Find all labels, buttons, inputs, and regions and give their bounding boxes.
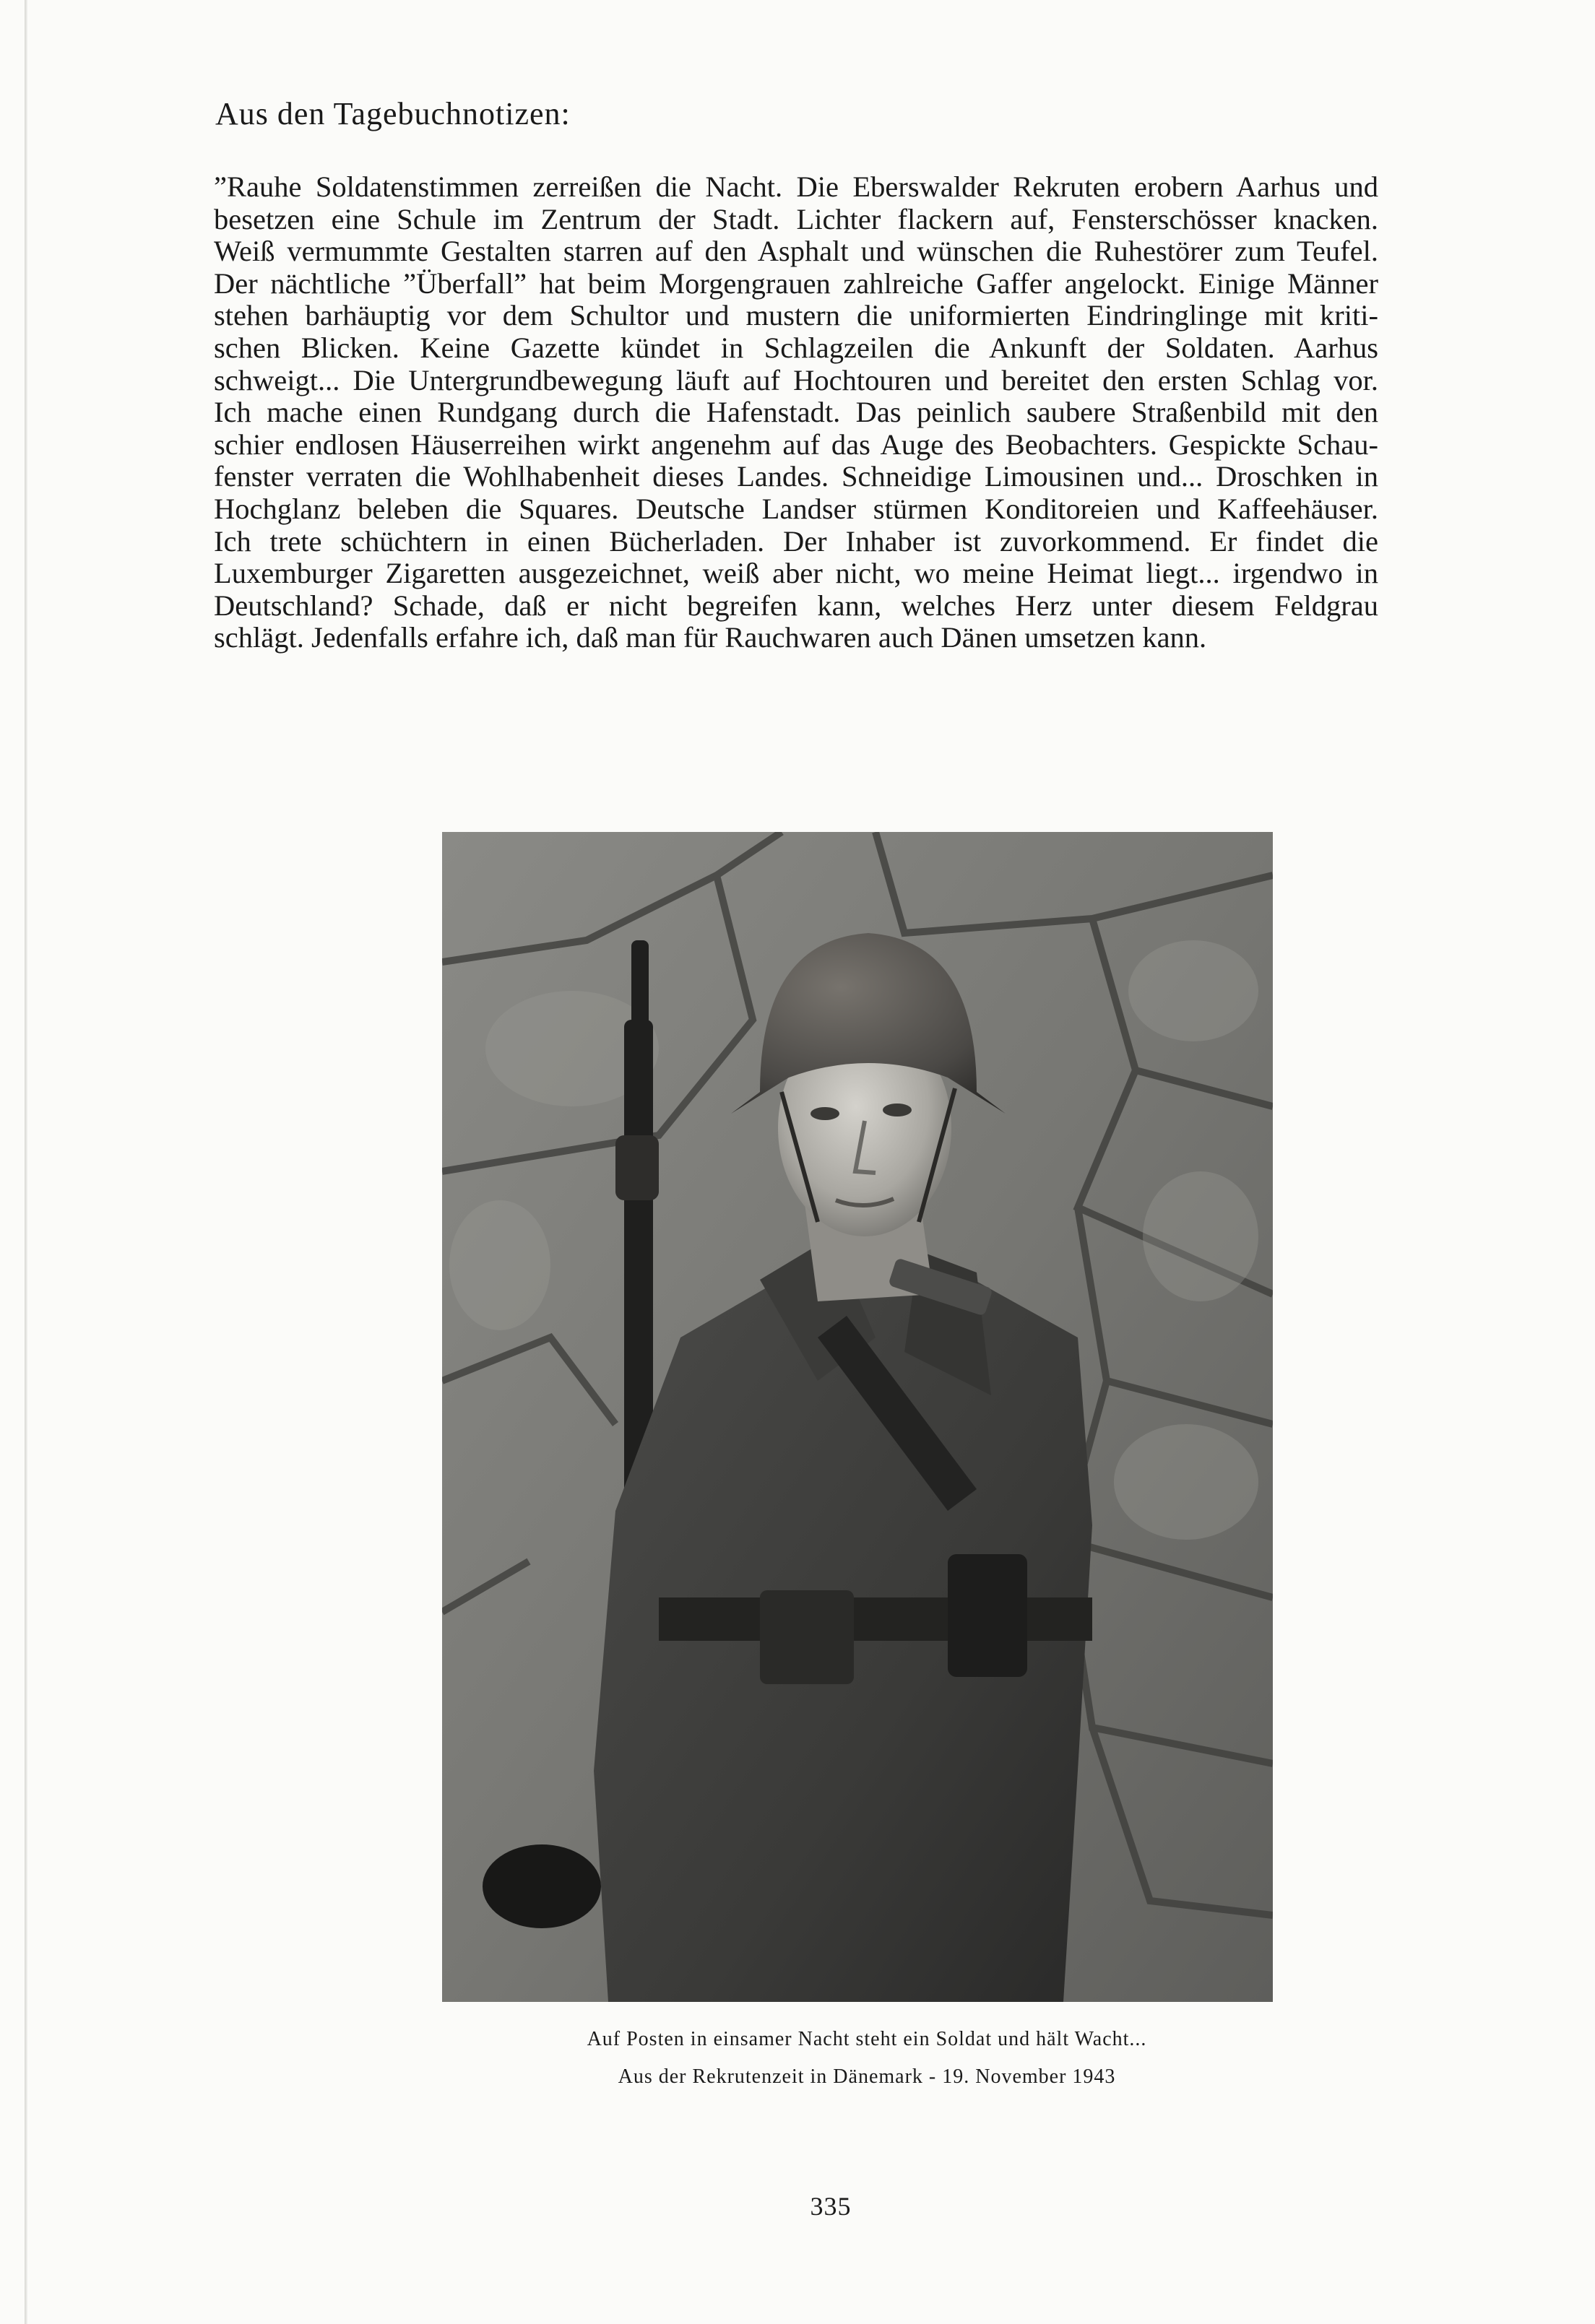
photo-caption-line-2: Aus der Rekrutenzeit in Dänemark - 19. November 1943 <box>618 2065 1116 2088</box>
diary-line: Luxemburger Zigaretten ausgezeichnet, weiß aber nicht, wo meine Heimat liegt... irgendwo in <box>214 557 1378 590</box>
page-number: 335 <box>810 2192 852 2221</box>
diary-line: fenster verraten die Wohlhabenheit dieses Landes. Schneidige Limousinen und... Droschken in <box>214 460 1378 493</box>
diary-line: Weiß vermummte Gestalten starren auf den Asphalt und wünschen die Ruhestörer zum Teufel. <box>214 235 1378 268</box>
diary-line: Der nächtliche ”Überfall” hat beim Morgengrauen zahlreiche Gaffer angelockt. Einige Männer <box>214 266 1378 300</box>
diary-line: schweigt... Die Untergrundbewegung läuft auf Hochtouren und bereitet den ersten Schlag vor. <box>214 363 1378 396</box>
diary-line: Hochglanz beleben die Squares. Deutsche Landser stürmen Konditoreien und Kaffeehäuser. <box>214 492 1378 525</box>
diary-line: Deutschland? Schade, daß er nicht begreifen kann, welches Herz unter diesem Feldgrau <box>214 589 1378 622</box>
diary-line: besetzen eine Schule im Zentrum der Stadt. Lichter flackern auf, Fensterschösser knacken. <box>214 202 1378 235</box>
soldier-photograph <box>442 832 1273 2002</box>
diary-line: Ich mache einen Rundgang durch die Hafenstadt. Das peinlich saubere Straßenbild mit den <box>214 396 1378 429</box>
diary-line: ”Rauhe Soldatenstimmen zerreißen die Nacht. Die Eberswalder Rekruten erobern Aarhus und <box>214 170 1378 203</box>
diary-line: Ich trete schüchtern in einen Bücherladen. Der Inhaber ist zuvorkommend. Er findet die <box>214 524 1378 558</box>
page-gutter-shadow <box>25 0 27 2324</box>
diary-line: schen Blicken. Keine Gazette kündet in Schlagzeilen die Ankunft der Soldaten. Aarhus <box>214 331 1378 364</box>
diary-line: schier endlosen Häuserreihen wirkt angenehm auf das Auge des Beobachters. Gespickte Schau- <box>214 428 1378 461</box>
diary-line: stehen barhäuptig vor dem Schultor und mustern die uniformierten Eindringlinge mit kriti- <box>214 299 1378 332</box>
photo-caption-line-1: Auf Posten in einsamer Nacht steht ein Soldat und hält Wacht... <box>587 2028 1147 2050</box>
section-heading: Aus den Tagebuchnotizen: <box>215 96 571 131</box>
diary-line: schlägt. Jedenfalls erfahre ich, daß man für Rauchwaren auch Dänen umsetzen kann. <box>214 621 1207 654</box>
diary-excerpt <box>214 171 1378 654</box>
